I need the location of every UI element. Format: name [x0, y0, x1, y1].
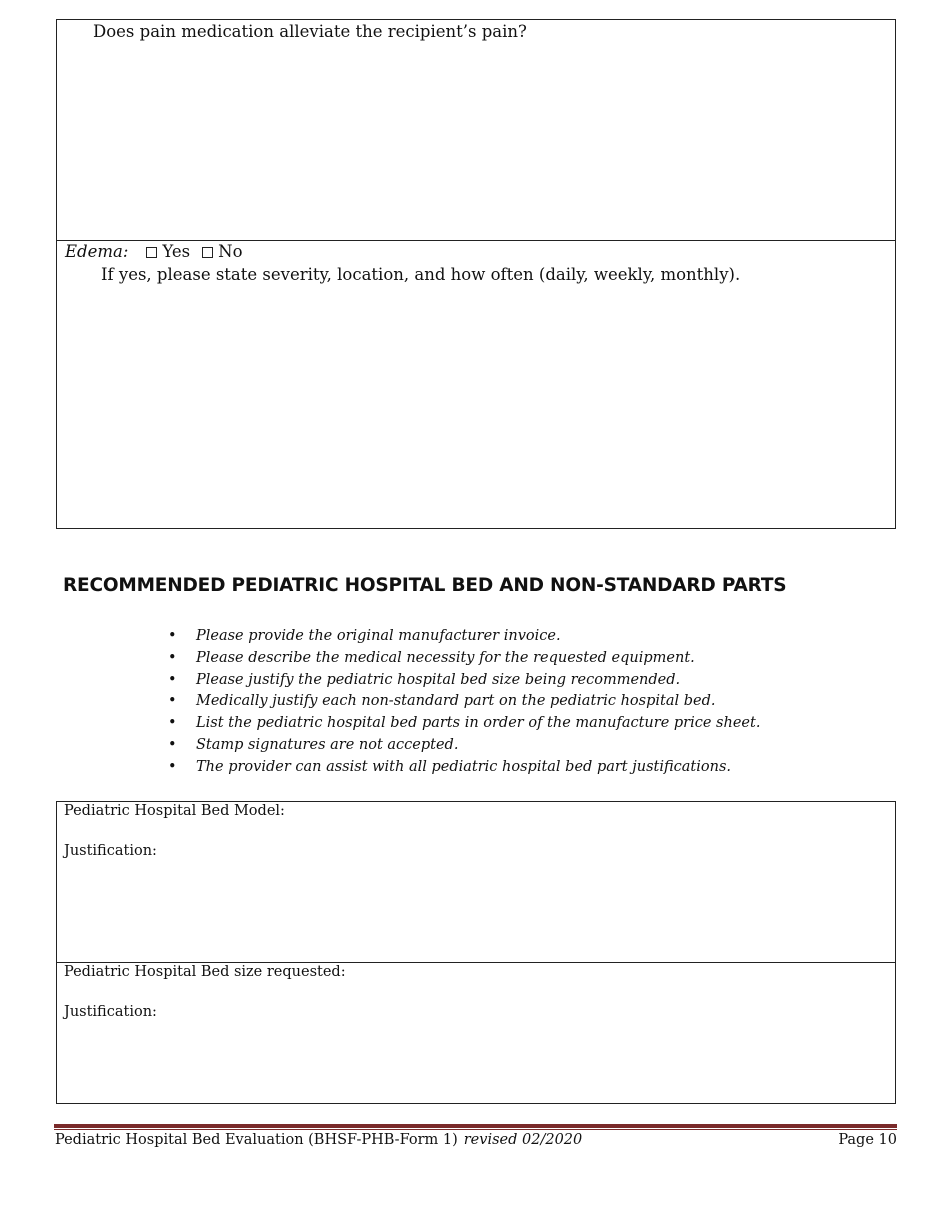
page-number: Page 10 — [838, 1132, 897, 1148]
bed-model-justification-label: Justification: — [64, 843, 157, 859]
pain-medication-question: Does pain medication alleviate the recipient’s pain? — [93, 22, 527, 41]
bed-model-label: Pediatric Hospital Bed Model: — [64, 803, 285, 819]
edema-label: Edema: — [65, 242, 129, 261]
bullet-icon: • — [168, 758, 177, 775]
edema-no-checkbox[interactable] — [202, 247, 213, 258]
bullet-icon: • — [168, 628, 177, 644]
bullet-icon: • — [168, 671, 177, 688]
bed-size-label: Pediatric Hospital Bed size requested: — [64, 964, 346, 980]
list-item: • Stamp signatures are not accepted. — [166, 735, 760, 757]
footer-revision: revised 02/2020 — [463, 1132, 583, 1148]
edema-yes-option[interactable] — [146, 242, 190, 261]
bed-model-box[interactable] — [56, 801, 896, 963]
list-item: • Please justify the pediatric hospital bed size being recommended. — [166, 670, 760, 692]
bullet-icon: • — [168, 649, 177, 666]
edema-followup-instruction: If yes, please state severity, location, and how often (daily, weekly, monthly). — [101, 265, 741, 284]
edema-yes-checkbox[interactable] — [146, 247, 157, 258]
list-item: • List the pediatric hospital bed parts in order of the manufacture price sheet. — [166, 713, 760, 735]
list-item: • Medically justify each non-standard part on the pediatric hospital bed. — [166, 691, 760, 713]
bullet-icon: • — [168, 715, 177, 732]
instructions-list — [166, 626, 760, 779]
pain-medication-box — [56, 19, 896, 241]
bullet-icon: • — [168, 693, 177, 710]
footer-divider-thin — [54, 1129, 897, 1130]
edema-no-label: No — [218, 242, 243, 261]
footer-form-name: Pediatric Hospital Bed Evaluation (BHSF-PHB-Form 1) — [55, 1132, 458, 1148]
list-item: • The provider can assist with all pediatric hospital bed part justifications. — [166, 757, 760, 779]
footer-divider — [54, 1124, 897, 1128]
section-heading: RECOMMENDED PEDIATRIC HOSPITAL BED AND NON-STANDARD PARTS — [63, 575, 787, 596]
bullet-icon: • — [168, 736, 177, 753]
edema-no-option[interactable] — [202, 242, 242, 261]
edema-yes-label: Yes — [162, 242, 191, 261]
bed-size-justification-label: Justification: — [64, 1004, 157, 1020]
bed-size-box[interactable] — [56, 962, 896, 1104]
list-item: • Please provide the original manufacturer invoice. — [166, 626, 760, 648]
edema-row — [65, 242, 255, 261]
footer-form-title — [55, 1132, 582, 1148]
list-item: • Please describe the medical necessity for the requested equipment. — [166, 648, 760, 670]
edema-box — [56, 240, 896, 529]
